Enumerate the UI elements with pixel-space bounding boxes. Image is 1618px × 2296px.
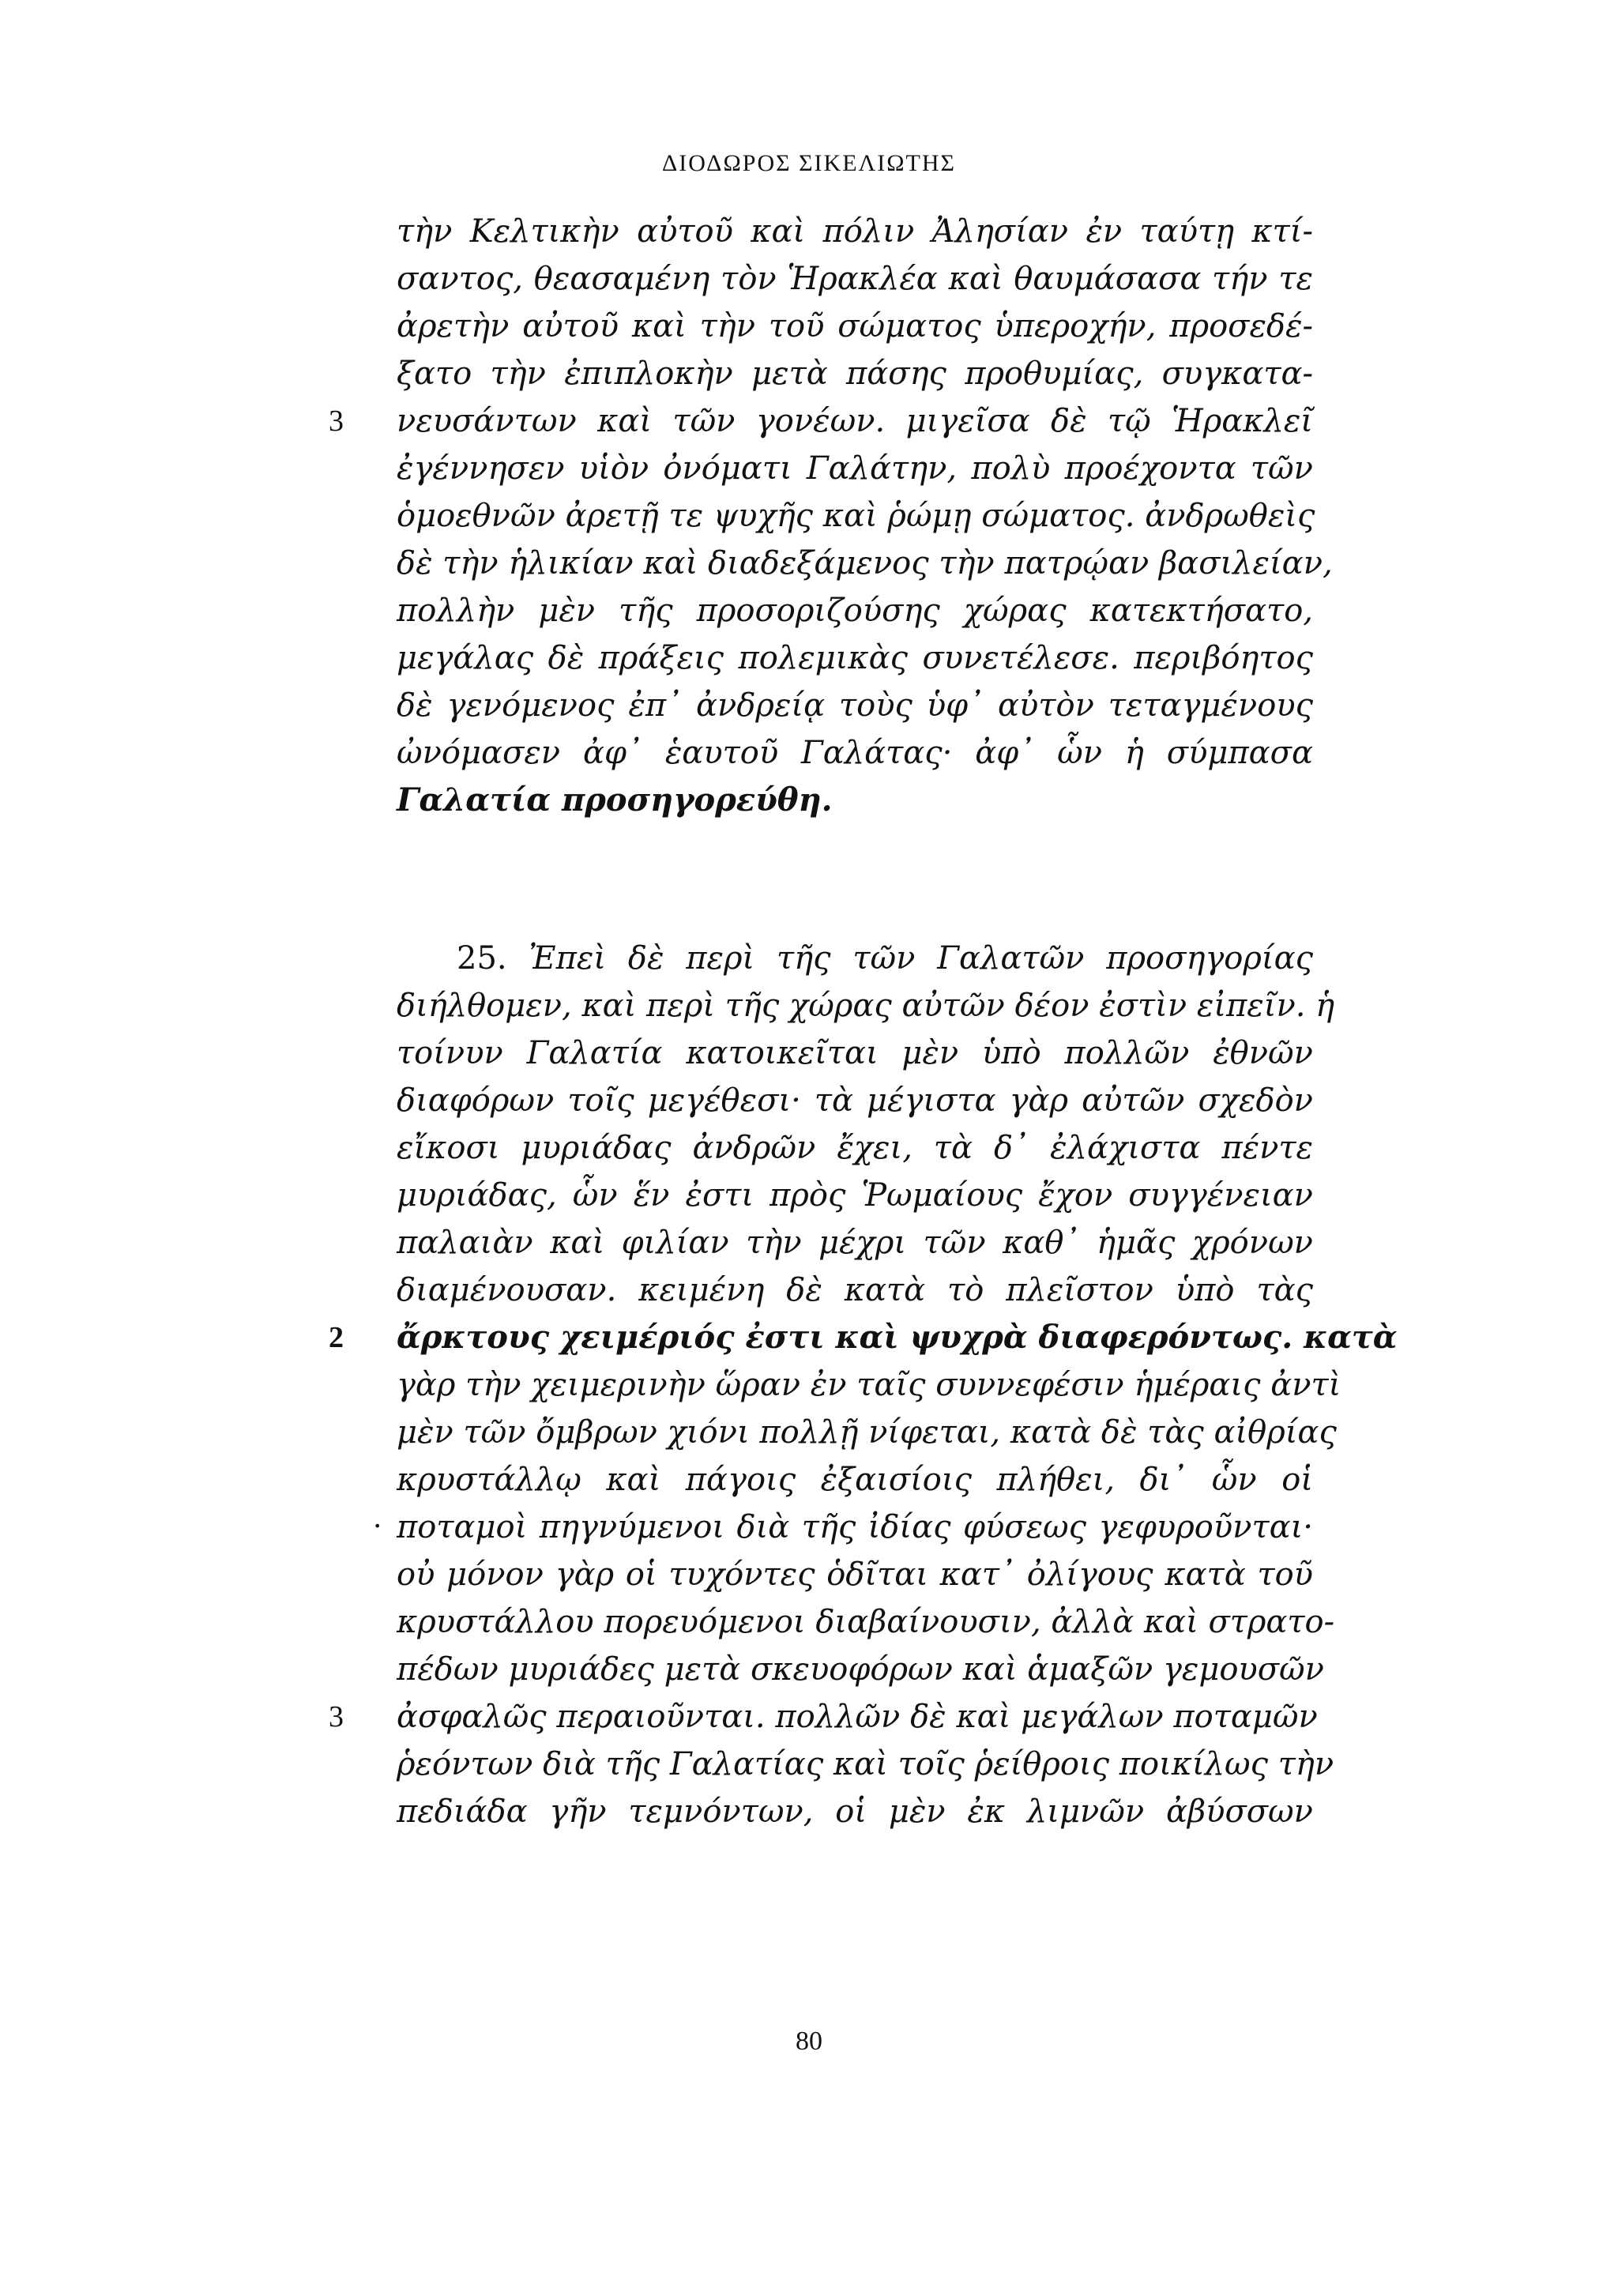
text-line-content: Ἐπεὶ δὲ περὶ τῆς τῶν Γαλατῶν προσηγορίας bbox=[529, 940, 1314, 977]
text-line: διήλθομεν, καὶ περὶ τῆς χώρας αὐτῶν δέον ἐστὶν εἰπεῖν. ἡ bbox=[397, 988, 1335, 1024]
text-line: σαντος, θεασαμένη τὸν Ἡρακλέα καὶ θαυμάσασα τήν τε bbox=[397, 261, 1313, 297]
text-line: πεδιάδα γῆν τεμνόντων, οἱ μὲν ἐκ λιμνῶν ἀβύσσων bbox=[397, 1794, 1313, 1830]
text-line-content: νευσάντων καὶ τῶν γονέων. μιγεῖσα δὲ τῷ Ἡρακλεῖ bbox=[397, 403, 1313, 439]
text-line-content: ἀσφαλῶς περαιοῦνται. πολλῶν δὲ καὶ μεγάλων ποταμῶν bbox=[397, 1699, 1318, 1735]
text-line: εἴκοσι μυριάδας ἀνδρῶν ἔχει, τὰ δ᾿ ἐλάχιστα πέντε bbox=[397, 1130, 1313, 1166]
text-line bbox=[373, 1504, 1313, 1551]
line-marker-2: 2 bbox=[329, 1321, 344, 1354]
text-line: ἐγέννησεν υἱὸν ὀνόματι Γαλάτην, πολὺ προέχοντα τῶν bbox=[397, 450, 1313, 487]
text-line: δὲ τὴν ἡλικίαν καὶ διαδεξάμενος τὴν πατρῴαν βασιλείαν, bbox=[397, 545, 1333, 582]
paragraph-1 bbox=[329, 208, 1333, 824]
text-line: μυριάδας, ὧν ἕν ἐστι πρὸς Ῥωμαίους ἔχον συγγένειαν bbox=[397, 1177, 1313, 1214]
text-line: μεγάλας δὲ πράξεις πολεμικὰς συνετέλεσε. περιβόητος bbox=[397, 640, 1313, 676]
text-line-content: ἄρκτους χειμέριός ἐστι καὶ ψυχρὰ διαφερόντως. κατὰ bbox=[397, 1319, 1398, 1356]
text-line bbox=[329, 1693, 1318, 1741]
text-line: ξατο τὴν ἐπιπλοκὴν μετὰ πάσης προθυμίας, συγκατα- bbox=[397, 356, 1313, 392]
text-line bbox=[329, 397, 1313, 445]
text-line: μὲν τῶν ὄμβρων χιόνι πολλῇ νίφεται, κατὰ δὲ τὰς αἰθρίας bbox=[397, 1414, 1337, 1451]
text-line: ἀρετὴν αὐτοῦ καὶ τὴν τοῦ σώματος ὑπεροχήν, προσεδέ- bbox=[397, 308, 1313, 344]
text-line: γὰρ τὴν χειμερινὴν ὥραν ἐν ταῖς συννεφέσιν ἡμέραις ἀντὶ bbox=[397, 1367, 1341, 1403]
text-line: ῥεόντων διὰ τῆς Γαλατίας καὶ τοῖς ῥείθροις ποικίλως τὴν bbox=[397, 1746, 1334, 1782]
text-line: παλαιὰν καὶ φιλίαν τὴν μέχρι τῶν καθ᾿ ἡμᾶς χρόνων bbox=[397, 1225, 1313, 1261]
text-line: οὐ μόνον γὰρ οἱ τυχόντες ὁδῖται κατ᾿ ὀλίγους κατὰ τοῦ bbox=[397, 1556, 1313, 1593]
text-line: δὲ γενόμενος ἐπ᾿ ἀνδρείᾳ τοὺς ὑφ᾿ αὐτὸν τεταγμένους bbox=[397, 687, 1313, 724]
line-marker-3: 3 bbox=[329, 405, 344, 438]
paragraph-2 bbox=[329, 935, 1398, 1835]
section-first-line bbox=[397, 935, 1313, 982]
page-number: 80 bbox=[796, 2027, 822, 2056]
text-line bbox=[329, 1314, 1398, 1361]
text-line: Γαλατία προσηγορεύθη. bbox=[397, 781, 833, 819]
margin-dot: · bbox=[373, 1511, 382, 1543]
text-line: τοίνυν Γαλατία κατοικεῖται μὲν ὑπὸ πολλῶν ἐθνῶν bbox=[397, 1035, 1313, 1071]
text-line: πέδων μυριάδες μετὰ σκευοφόρων καὶ ἁμαξῶν γεμουσῶν bbox=[397, 1651, 1324, 1688]
text-line: ὁμοεθνῶν ἀρετῇ τε ψυχῆς καὶ ῥώμῃ σώματος. ἀνδρωθεὶς bbox=[397, 498, 1315, 534]
text-line-content: ποταμοὶ πηγνύμενοι διὰ τῆς ἰδίας φύσεως γεφυροῦνται· bbox=[397, 1509, 1313, 1545]
text-line: κρυστάλλῳ καὶ πάγοις ἐξαισίοις πλήθει, δι᾿ ὧν οἱ bbox=[397, 1462, 1313, 1498]
section-number: 25. bbox=[457, 940, 507, 977]
text-line: κρυστάλλου πορευόμενοι διαβαίνουσιν, ἀλλὰ καὶ στρατο- bbox=[397, 1604, 1335, 1640]
line-marker-3: 3 bbox=[329, 1700, 344, 1733]
text-line: πολλὴν μὲν τῆς προσοριζούσης χώρας κατεκτήσατο, bbox=[397, 593, 1313, 629]
text-line: τὴν Κελτικὴν αὐτοῦ καὶ πόλιν Ἀλησίαν ἐν ταύτῃ κτί- bbox=[397, 213, 1313, 250]
text-line: διαφόρων τοῖς μεγέθεσι· τὰ μέγιστα γὰρ αὐτῶν σχεδὸν bbox=[397, 1082, 1313, 1119]
text-line: ὠνόμασεν ἀφ᾿ ἑαυτοῦ Γαλάτας· ἀφ᾿ ὧν ἡ σύμπασα bbox=[397, 735, 1313, 771]
running-head: ΔΙΟΔΩΡΟΣ ΣΙΚΕΛΙΩΤΗΣ bbox=[661, 150, 957, 176]
text-line: διαμένουσαν. κειμένη δὲ κατὰ τὸ πλεῖστον ὑπὸ τὰς bbox=[397, 1272, 1313, 1308]
